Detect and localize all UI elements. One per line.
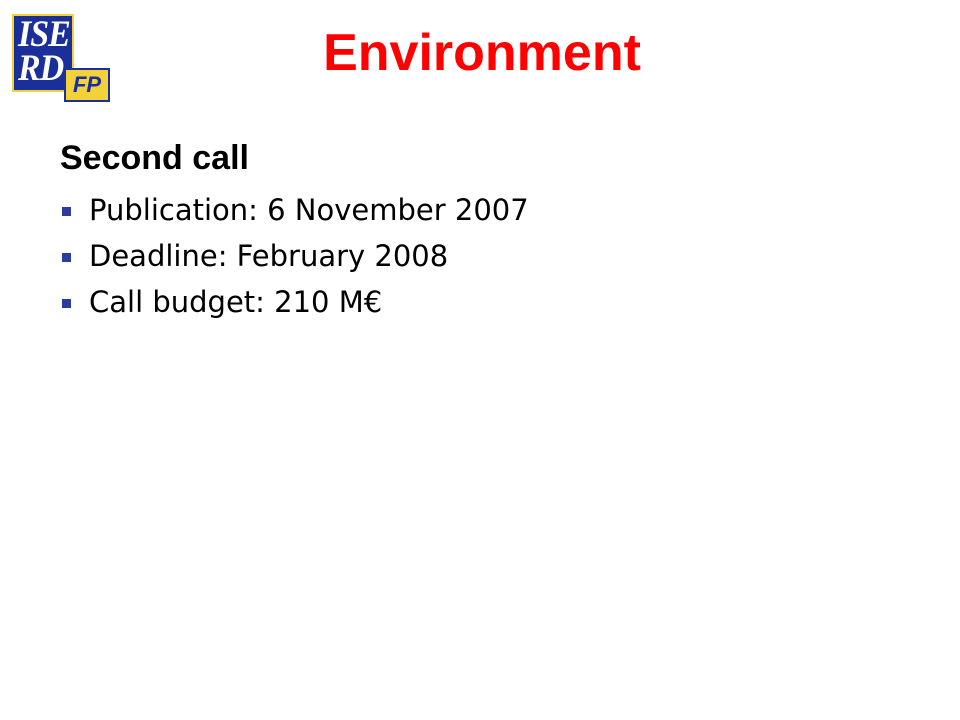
bullet-item-deadline <box>60 233 920 279</box>
square-bullet-icon <box>62 253 71 262</box>
square-bullet-icon <box>62 207 71 216</box>
square-bullet-icon <box>62 299 71 308</box>
bullet-text: Publication: 6 November 2007 <box>89 193 529 227</box>
bullet-text: Call budget: 210 M€ <box>89 285 383 319</box>
section-heading: Second call <box>60 139 249 177</box>
slide-content <box>60 135 920 325</box>
logo-text-line1: ISE <box>18 14 70 55</box>
slide-title: Environment <box>323 24 641 82</box>
bullet-item-publication <box>60 187 920 233</box>
bullet-item-budget <box>60 279 920 325</box>
bullet-text: Deadline: February 2008 <box>89 239 449 273</box>
logo-badge: FP <box>64 68 110 102</box>
bullet-list <box>60 187 920 325</box>
logo-text-line2: RD <box>18 48 64 89</box>
